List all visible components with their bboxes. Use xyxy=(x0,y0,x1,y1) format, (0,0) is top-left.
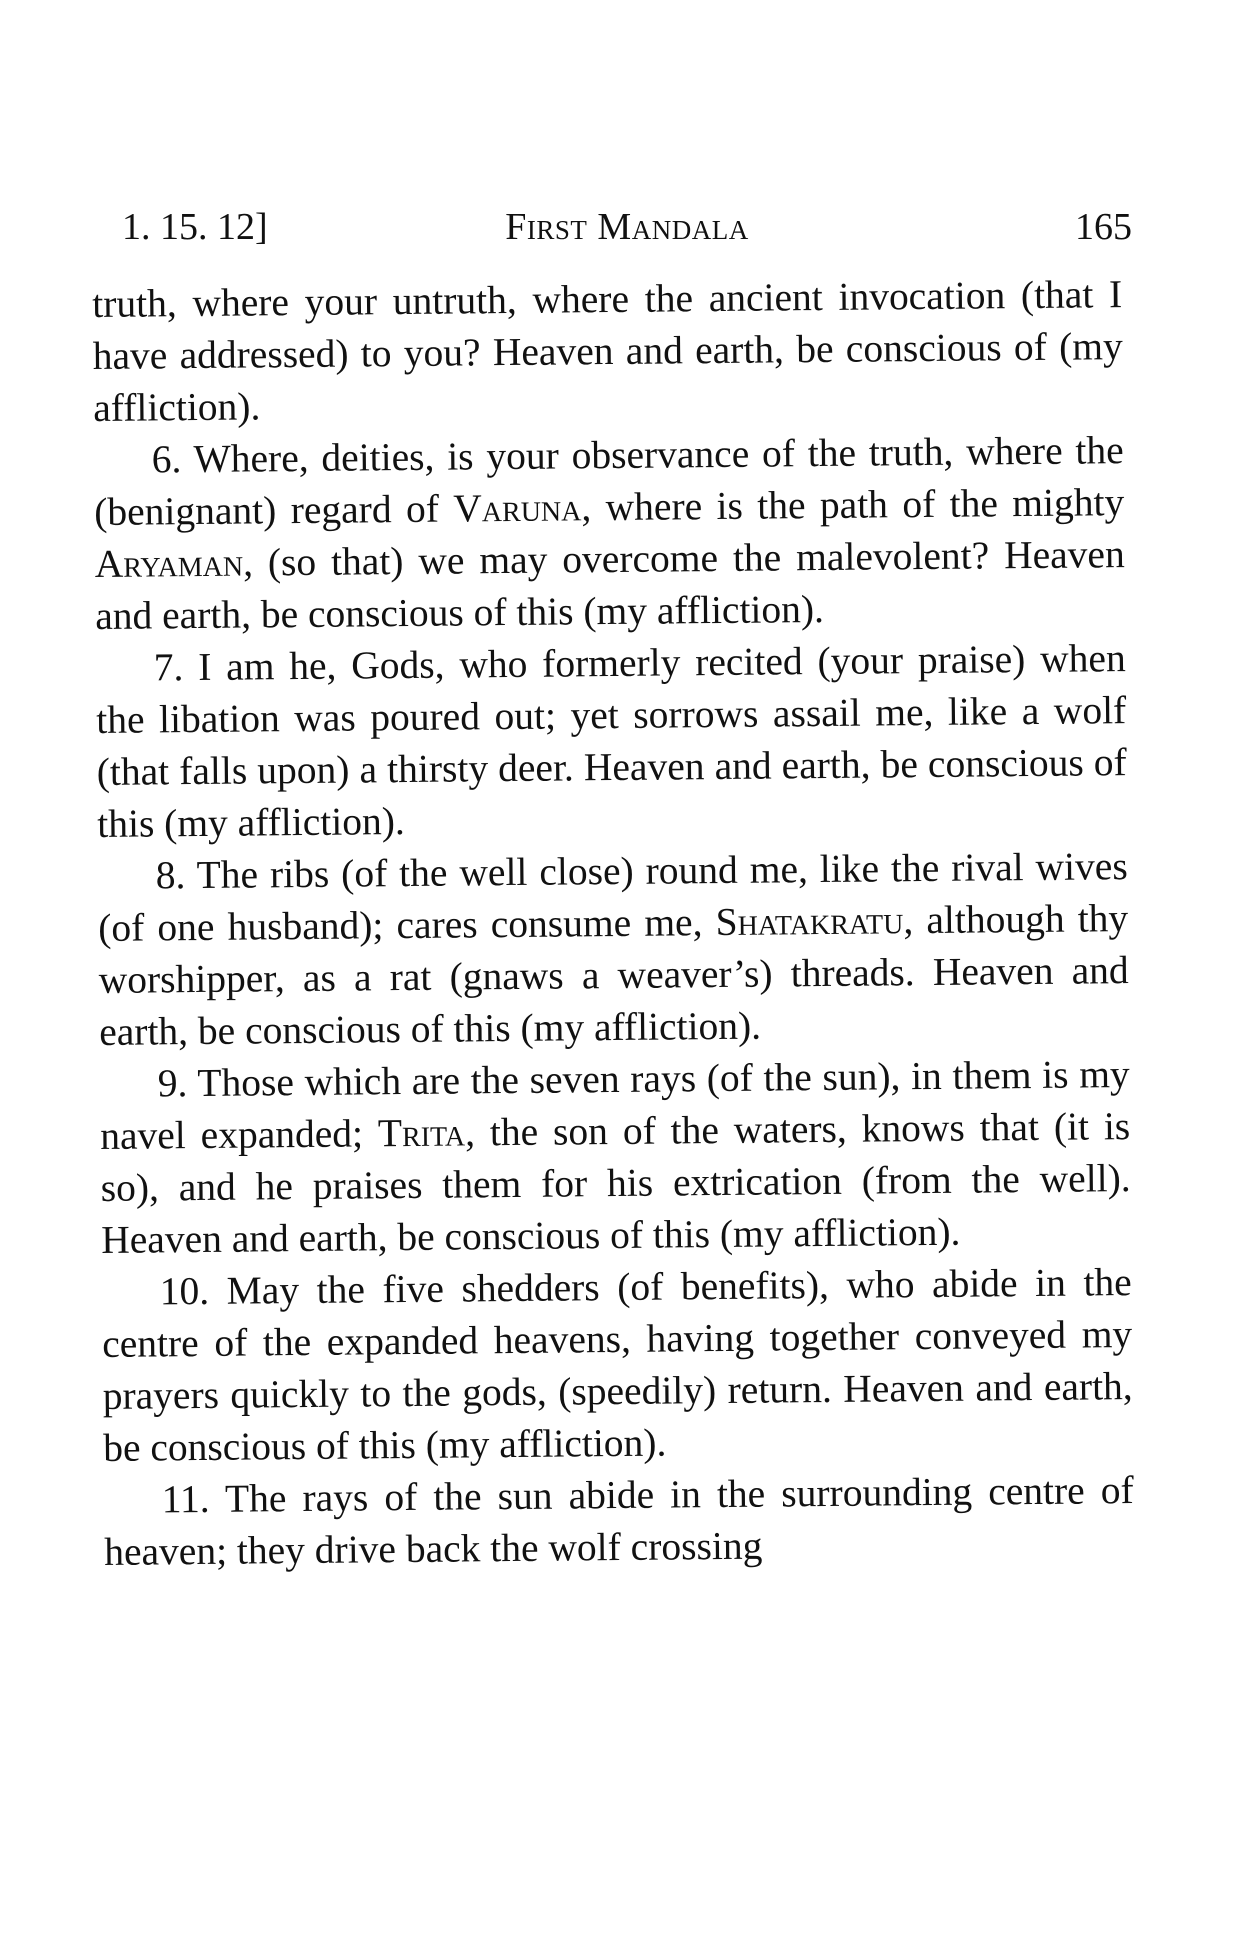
verse-number: 6. xyxy=(151,437,182,482)
verse-text: Those which are the seven rays (of the sun), in them is my navel expanded; xyxy=(100,1052,1130,1158)
verse-number: 10. xyxy=(159,1268,210,1314)
verse-text: , the son of the waters, knows that (it is so), and he praises them for his extrication (from the well). Heaven and earth, be conscious of this (my affliction). xyxy=(100,1104,1131,1262)
main-text xyxy=(92,268,1134,1578)
verse-text: May the five shedders (of benefits), who abide in the centre of the expanded heavens, having together conveyed my prayers quickly to the gods, (speedily) return. Heaven and earth, be conscious of this (my affliction). xyxy=(102,1260,1133,1470)
verse-text: The rays of the sun abide in the surrounding centre of heaven; they drive back the wolf crossing xyxy=(104,1468,1134,1574)
verse-number: 11. xyxy=(161,1476,210,1522)
paragraph-text: truth, where your untruth, where the ancient invocation (that I have addressed) to you? Heaven and earth, be conscious of (my affliction). xyxy=(92,272,1123,430)
verse-number: 9. xyxy=(157,1061,188,1106)
deity-name: Varuna xyxy=(453,485,582,531)
verse-text: , (so that) we may overcome the malevolent? Heaven and earth, be conscious of this (my affliction). xyxy=(95,532,1125,638)
verse-text: , although thy worshipper, as a rat (gnaws a weaver’s) threads. Heaven and earth, be conscious of this (my affliction). xyxy=(98,896,1129,1054)
verse-text: The ribs (of the well close) round me, like the rival wives (of one husband); cares consume me, xyxy=(98,844,1128,950)
verse-10 xyxy=(101,1256,1133,1474)
verse-text: , where is the path of the mighty xyxy=(581,480,1125,530)
deity-name: Trita xyxy=(377,1110,466,1156)
verse-text: Where, deities, is your observance of the truth, where the (benignant) regard of xyxy=(94,428,1124,534)
verse-6 xyxy=(93,424,1125,642)
verse-reference: 1. 15. 12] xyxy=(122,206,268,248)
verse-11 xyxy=(103,1464,1134,1578)
verse-9 xyxy=(99,1048,1131,1266)
deity-name: Aryaman xyxy=(94,540,244,586)
verse-text: I am he, Gods, who formerly recited (your praise) when the libation was poured out; yet sorrows assail me, like a wolf (that falls upon) a thirsty deer. Heaven and earth, be conscious of this (my affliction). xyxy=(96,636,1127,846)
running-header xyxy=(122,202,1132,252)
verse-number: 8. xyxy=(155,853,186,898)
verse-number: 7. xyxy=(153,645,184,690)
deity-name: Shatakratu xyxy=(715,898,904,945)
verse-7 xyxy=(95,632,1127,850)
page-title: First Mandala xyxy=(505,206,749,248)
verse-8 xyxy=(97,840,1129,1058)
page-number: 165 xyxy=(1075,206,1132,248)
continued-paragraph xyxy=(92,268,1123,434)
